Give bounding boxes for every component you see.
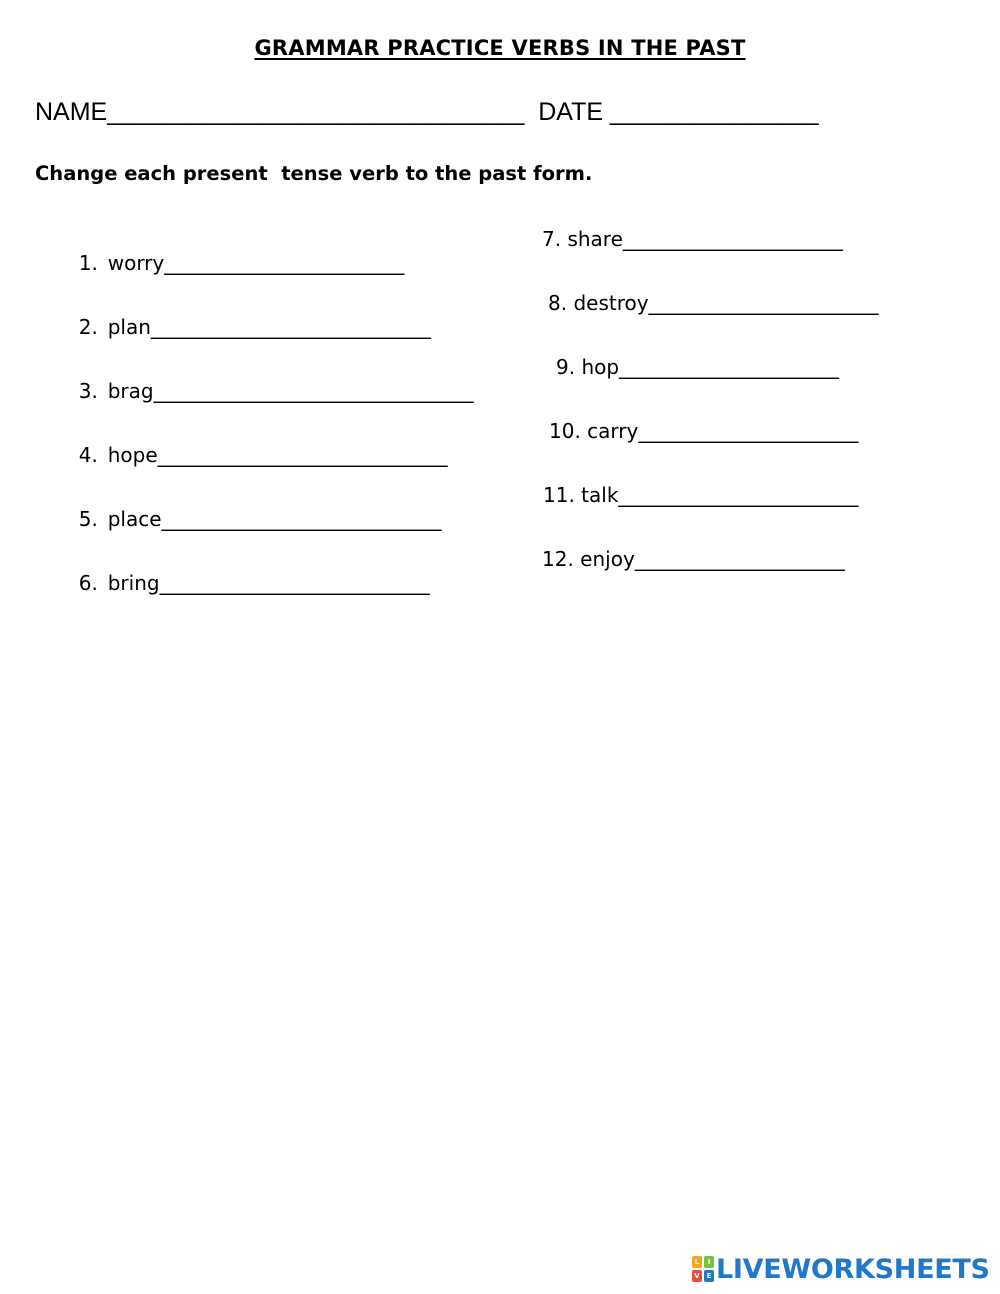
list-item[interactable]: 8. destroy_______________________	[548, 291, 879, 315]
list-item[interactable]	[66, 419, 448, 467]
page-title: GRAMMAR PRACTICE VERBS IN THE PAST	[254, 36, 746, 60]
item-number: 1.	[78, 251, 98, 275]
list-item[interactable]: 10. carry______________________	[549, 419, 859, 443]
item-verb-blank[interactable]: hope_____________________________	[107, 443, 448, 467]
list-item[interactable]	[66, 355, 474, 403]
list-item[interactable]	[66, 547, 430, 595]
item-number: 6.	[78, 571, 98, 595]
item-verb-blank[interactable]: worry________________________	[107, 251, 405, 275]
item-number: 2.	[78, 315, 98, 339]
logo-mark-tile: I	[704, 1256, 714, 1268]
item-number: 5.	[78, 507, 98, 531]
item-verb-blank[interactable]: brag________________________________	[107, 379, 474, 403]
list-item[interactable]: 9. hop______________________	[556, 355, 840, 379]
logo-text: LIVEWORKSHEETS	[716, 1253, 990, 1285]
list-item[interactable]: 7. share______________________	[542, 227, 843, 251]
logo-mark-tile: V	[692, 1270, 702, 1282]
item-number: 4.	[78, 443, 98, 467]
list-item[interactable]: 11. talk________________________	[543, 483, 859, 507]
logo-mark-tile: L	[692, 1256, 702, 1268]
item-verb-blank[interactable]: bring___________________________	[107, 571, 430, 595]
list-item[interactable]: 12. enjoy_____________________	[542, 547, 845, 571]
list-item[interactable]	[66, 291, 431, 339]
liveworksheets-logo	[692, 1255, 990, 1283]
list-item[interactable]	[66, 483, 442, 531]
item-number: 3.	[78, 379, 98, 403]
instructions-text: Change each present tense verb to the past form.	[35, 162, 593, 185]
item-verb-blank[interactable]: plan____________________________	[107, 315, 431, 339]
logo-mark-tile: E	[704, 1270, 714, 1282]
item-verb-blank[interactable]: place____________________________	[107, 507, 442, 531]
name-date-line[interactable]: NAME______________________________ DATE _______________	[35, 98, 819, 126]
logo-mark-icon	[692, 1256, 714, 1282]
list-item[interactable]	[66, 227, 404, 275]
